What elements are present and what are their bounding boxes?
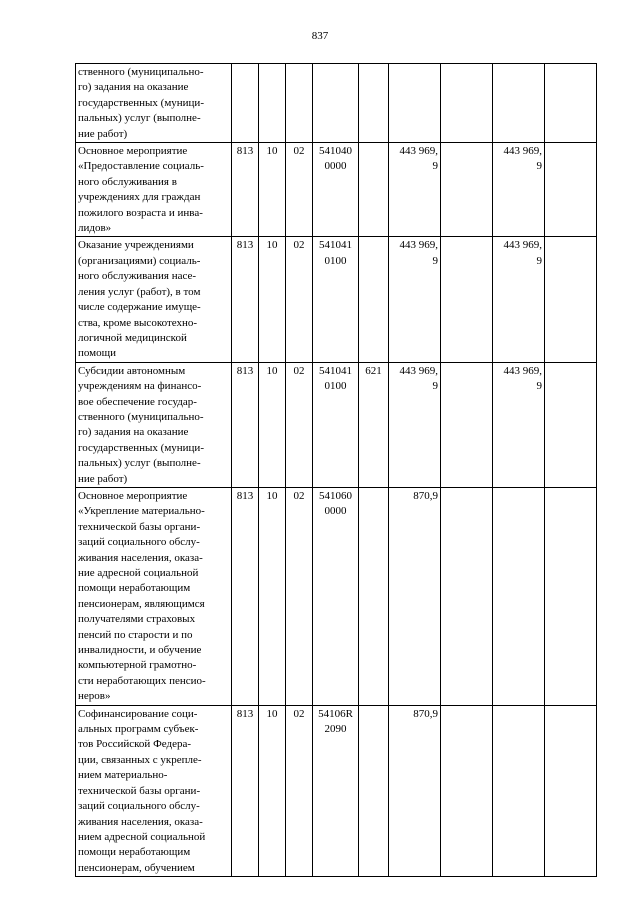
amount-cell — [545, 143, 597, 237]
subsection-code-cell: 02 — [286, 143, 313, 237]
expense-name-cell: Оказание учреждениями (организациями) социаль- ного обслуживания насе- ления услуг (работ), в том числе содержание имуще- ства, кроме высокотехно- логичной медицинской помощи — [76, 237, 232, 362]
expense-type-cell — [359, 143, 389, 237]
amount-cell — [441, 705, 493, 876]
amount-cell — [441, 487, 493, 705]
amount-cell — [545, 362, 597, 487]
table-row — [76, 237, 597, 362]
target-article-cell: 541041 0100 — [313, 362, 359, 487]
expense-type-cell — [359, 487, 389, 705]
expense-type-cell — [359, 237, 389, 362]
ministry-code-cell: 813 — [232, 487, 259, 705]
subsection-code-cell: 02 — [286, 487, 313, 705]
subsection-code-cell: 02 — [286, 362, 313, 487]
section-code-cell: 10 — [259, 705, 286, 876]
table-row — [76, 705, 597, 876]
ministry-code-cell: 813 — [232, 237, 259, 362]
amount-cell — [441, 237, 493, 362]
amount-cell — [493, 64, 545, 143]
budget-table — [75, 63, 597, 877]
ministry-code-cell: 813 — [232, 705, 259, 876]
expense-name-cell: Основное мероприятие «Укрепление материально- технической базы органи- заций социального обслу- живания населения, оказа- ние адресной социальной помощи неработающим пенсионерам, являющимся получателями страховых пенсий по старости и по инвалидности, и обучение компьютерной грамотно- сти неработающих пенсио- неров» — [76, 487, 232, 705]
amount-cell: 443 969, 9 — [389, 362, 441, 487]
expense-type-cell — [359, 705, 389, 876]
amount-cell: 870,9 — [389, 705, 441, 876]
section-code-cell: 10 — [259, 237, 286, 362]
amount-cell — [493, 705, 545, 876]
expense-type-cell: 621 — [359, 362, 389, 487]
section-code-cell: 10 — [259, 487, 286, 705]
table-row — [76, 487, 597, 705]
amount-cell: 870,9 — [389, 487, 441, 705]
expense-name-cell: Основное мероприятие «Предоставление социаль- ного обслуживания в учреждениях для граждан пожилого возраста и инва- лидов» — [76, 143, 232, 237]
amount-cell — [389, 64, 441, 143]
amount-cell — [545, 487, 597, 705]
target-article-cell: 541041 0100 — [313, 237, 359, 362]
ministry-code-cell: 813 — [232, 143, 259, 237]
amount-cell — [441, 64, 493, 143]
amount-cell: 443 969, 9 — [493, 237, 545, 362]
amount-cell: 443 969, 9 — [493, 362, 545, 487]
table-row — [76, 362, 597, 487]
expense-name-cell: Субсидии автономным учреждениям на финансо- вое обеспечение государ- ственного (муниципально- го) задания на оказание государственных (муници- пальных) услуг (выполне- ние работ) — [76, 362, 232, 487]
amount-cell: 443 969, 9 — [389, 237, 441, 362]
section-code-cell: 10 — [259, 362, 286, 487]
amount-cell — [545, 64, 597, 143]
ministry-code-cell — [232, 64, 259, 143]
table-row — [76, 64, 597, 143]
subsection-code-cell: 02 — [286, 705, 313, 876]
amount-cell: 443 969, 9 — [389, 143, 441, 237]
amount-cell — [545, 237, 597, 362]
amount-cell — [441, 143, 493, 237]
ministry-code-cell: 813 — [232, 362, 259, 487]
expense-type-cell — [359, 64, 389, 143]
expense-name-cell: ственного (муниципально- го) задания на оказание государственных (муници- пальных) услуг (выполне- ние работ) — [76, 64, 232, 143]
subsection-code-cell — [286, 64, 313, 143]
target-article-cell: 541060 0000 — [313, 487, 359, 705]
amount-cell — [545, 705, 597, 876]
target-article-cell — [313, 64, 359, 143]
amount-cell — [493, 487, 545, 705]
target-article-cell: 541040 0000 — [313, 143, 359, 237]
table-row — [76, 143, 597, 237]
section-code-cell: 10 — [259, 143, 286, 237]
subsection-code-cell: 02 — [286, 237, 313, 362]
page-number: 837 — [311, 30, 329, 42]
amount-cell — [441, 362, 493, 487]
expense-name-cell: Софинансирование соци- альных программ субъек- тов Российской Федера- ции, связанных с укрепле- нием материально- технической базы органи- заций социального обслу- живания населения, оказа- нием адресной социальной помощи неработающим пенсионерам, обучением — [76, 705, 232, 876]
target-article-cell: 54106R 2090 — [313, 705, 359, 876]
amount-cell: 443 969, 9 — [493, 143, 545, 237]
section-code-cell — [259, 64, 286, 143]
